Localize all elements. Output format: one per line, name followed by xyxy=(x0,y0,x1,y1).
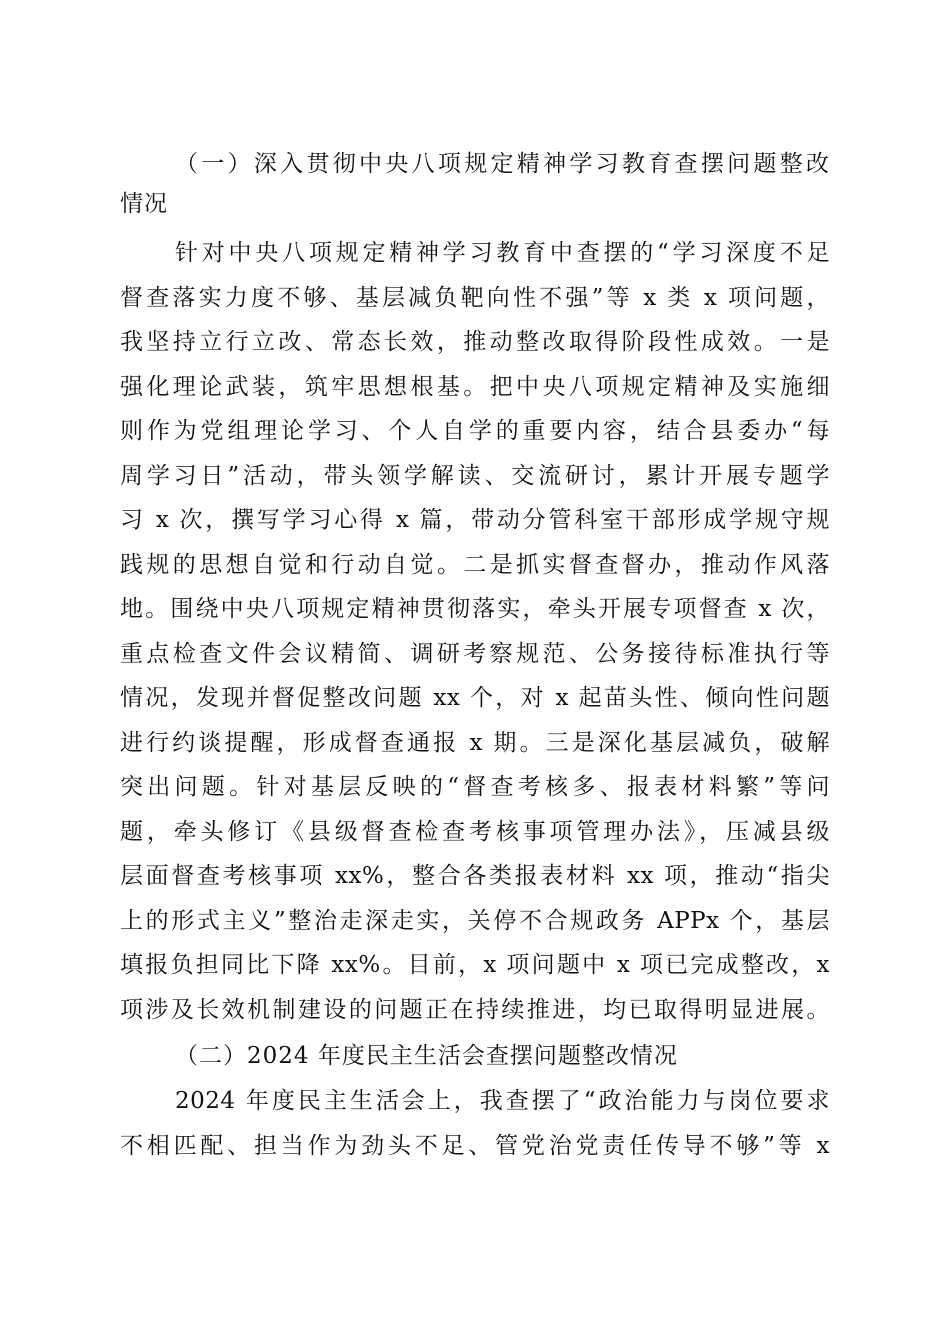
section-1-body-line: 上的形式主义”整治走深走实，关停不合规政务 APPx 个，基层 xyxy=(120,908,830,934)
section-1-body-line: 习 x 次，撰写学习心得 x 篇，带动分管科室干部形成学规守规 xyxy=(120,507,830,533)
section-1-body-line: 进行约谈提醒，形成督查通报 x 期。三是深化基层减负，破解 xyxy=(120,730,830,756)
section-1-body-line: 突出问题。针对基层反映的“督查考核多、报表材料繁”等问 xyxy=(120,774,830,800)
section-1-body-line: 践规的思想自觉和行动自觉。二是抓实督查督办，推动作风落 xyxy=(120,552,830,578)
section-1-body-line: 层面督查考核事项 xx%，整合各类报表材料 xx 项，推动“指尖 xyxy=(120,863,830,889)
section-1-body-line: 强化理论武装，筑牢思想根基。把中央八项规定精神及实施细 xyxy=(120,374,830,400)
section-1-body-line: 情况，发现并督促整改问题 xx 个，对 x 起苗头性、倾向性问题 xyxy=(120,685,830,711)
section-1-heading-line-2: 情况 xyxy=(120,191,168,217)
section-1-body-line: 填报负担同比下降 xx%。目前，x 项问题中 x 项已完成整改，x xyxy=(120,952,830,978)
section-1-body-line: 重点检查文件会议精简、调研考察规范、公务接待标准执行等 xyxy=(120,641,830,667)
section-1-body-line: 针对中央八项规定精神学习教育中查摆的“学习深度不足 xyxy=(175,240,830,266)
section-1-body-line: 督查落实力度不够、基层减负靶向性不强”等 x 类 x 项问题， xyxy=(120,285,830,311)
section-1-body-line: 地。围绕中央八项规定精神贯彻落实，牵头开展专项督查 x 次， xyxy=(120,596,830,622)
section-2-body-line: 2024 年度民主生活会上，我查摆了“政治能力与岗位要求 xyxy=(175,1088,830,1114)
section-1-heading-line-1: （一）深入贯彻中央八项规定精神学习教育查摆问题整改 xyxy=(175,151,830,177)
section-2-body-line: 不相匹配、担当作为劲头不足、管党治党责任传导不够”等 x xyxy=(120,1133,830,1159)
section-2-heading: （二）2024 年度民主生活会查摆问题整改情况 xyxy=(175,1043,678,1069)
section-1-body-line: 则作为党组理论学习、个人自学的重要内容，结合县委办“每 xyxy=(120,418,830,444)
section-1-body-line: 题，牵头修订《县级督查检查考核事项管理办法》，压减县级 xyxy=(120,819,830,845)
section-1-body-line: 周学习日”活动，带头领学解读、交流研讨，累计开展专题学 xyxy=(120,463,830,489)
section-1-body-line: 项涉及长效机制建设的问题正在持续推进，均已取得明显进展。 xyxy=(120,997,830,1023)
section-1-body-line: 我坚持立行立改、常态长效，推动整改取得阶段性成效。一是 xyxy=(120,329,830,355)
